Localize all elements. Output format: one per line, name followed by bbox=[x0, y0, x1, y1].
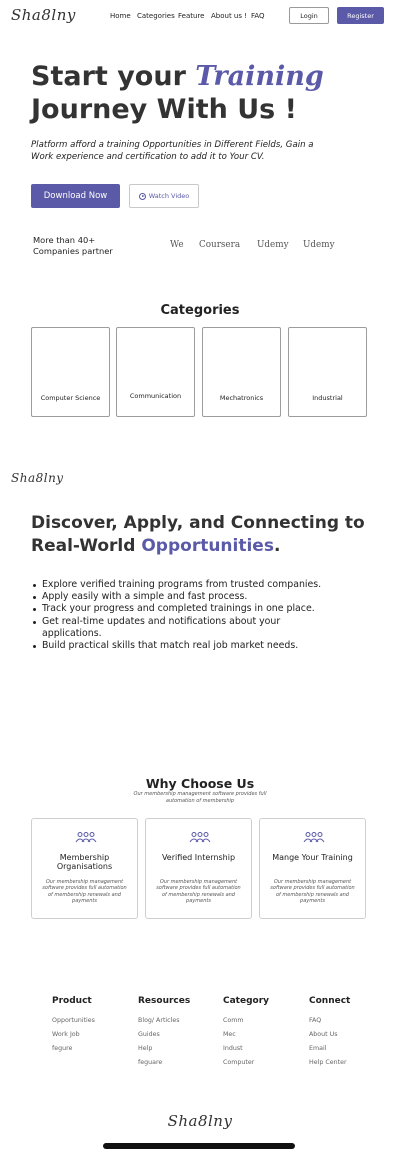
partner-logo: Udemy bbox=[257, 240, 289, 250]
hero-title bbox=[31, 60, 371, 126]
categories-title: Categories bbox=[160, 303, 240, 318]
brand-mark: Sha8lny bbox=[11, 471, 64, 485]
watch-video-label: Watch Video bbox=[148, 192, 190, 200]
logo[interactable]: Sha8lny bbox=[11, 6, 76, 24]
download-button[interactable]: Download Now bbox=[31, 184, 120, 208]
discover-title-end: . bbox=[273, 536, 281, 556]
why-title: Why Choose Us bbox=[145, 776, 255, 791]
footer-link[interactable]: Mec bbox=[223, 1031, 236, 1038]
discover-title-part1: Discover, Apply, and Connecting to Real-World bbox=[31, 513, 365, 556]
play-icon bbox=[139, 193, 146, 200]
partner-logo: Coursera bbox=[199, 240, 241, 250]
partners-label: More than 40+ Companies partner bbox=[33, 235, 113, 256]
category-card-industrial[interactable] bbox=[288, 327, 367, 417]
why-card-training[interactable] bbox=[259, 818, 366, 919]
footer-link[interactable]: Guides bbox=[138, 1031, 160, 1038]
why-card-title: Verified Internship bbox=[161, 853, 236, 862]
users-group-icon bbox=[75, 831, 97, 843]
nav-feature[interactable]: Feature bbox=[178, 12, 205, 20]
partner-logo: Udemy bbox=[303, 240, 335, 250]
footer-link[interactable]: FAQ bbox=[309, 1017, 322, 1024]
footer-col-title-category: Category bbox=[223, 996, 270, 1006]
register-button[interactable]: Register bbox=[337, 7, 384, 24]
partner-logo: We bbox=[170, 240, 184, 250]
list-item: Apply easily with a simple and fast process. bbox=[31, 591, 331, 603]
why-card-desc: Our membership management software provides full automation of membership renewals and payments bbox=[42, 879, 127, 905]
list-item: Get real-time updates and notifications about your applications. bbox=[31, 616, 331, 640]
footer-link[interactable]: Email bbox=[309, 1045, 327, 1052]
footer-link[interactable]: Blog/ Articles bbox=[138, 1017, 180, 1024]
why-subtitle: Our membership management software provides full automation of membership bbox=[133, 791, 267, 804]
hero-title-part1: Start your bbox=[31, 61, 196, 92]
why-card-title: Mange Your Training bbox=[272, 853, 353, 862]
why-card-internship[interactable] bbox=[145, 818, 252, 919]
nav-faq[interactable]: FAQ bbox=[251, 12, 265, 20]
watch-video-button[interactable] bbox=[129, 184, 199, 208]
list-item: Build practical skills that match real job market needs. bbox=[31, 640, 331, 652]
category-card-communication[interactable] bbox=[116, 327, 195, 417]
category-label: Computer Science bbox=[40, 394, 101, 402]
nav-categories[interactable]: Categories bbox=[137, 12, 175, 20]
nav-about[interactable]: About us ! bbox=[211, 12, 248, 20]
discover-title-accent: Opportunities bbox=[141, 536, 274, 556]
list-item: Track your progress and completed trainings in one place. bbox=[31, 603, 331, 615]
footer-col-title-connect: Connect bbox=[309, 996, 351, 1006]
hero-title-part2: Journey With Us ! bbox=[31, 94, 297, 125]
category-card-mechatronics[interactable] bbox=[202, 327, 281, 417]
footer-col-title-resources: Resources bbox=[138, 996, 191, 1006]
discover-title bbox=[31, 512, 391, 558]
features-list bbox=[31, 579, 331, 652]
footer-link[interactable]: Help bbox=[138, 1045, 153, 1052]
category-card-computer-science[interactable] bbox=[31, 327, 110, 417]
why-card-desc: Our membership management software provides full automation of membership renewals and payments bbox=[156, 879, 241, 905]
home-indicator[interactable] bbox=[103, 1143, 295, 1149]
users-group-icon bbox=[303, 831, 325, 843]
nav-home[interactable]: Home bbox=[110, 12, 131, 20]
category-label: Communication bbox=[129, 392, 182, 400]
footer-link[interactable]: Computer bbox=[223, 1059, 255, 1066]
footer-link[interactable]: Comm bbox=[223, 1017, 244, 1024]
users-group-icon bbox=[189, 831, 211, 843]
login-button[interactable]: Login bbox=[289, 7, 329, 24]
footer-logo[interactable]: Sha8lny bbox=[167, 1112, 233, 1130]
footer-link[interactable]: Help Center bbox=[309, 1059, 347, 1066]
footer-link[interactable]: feguare bbox=[138, 1059, 163, 1066]
hero-subtitle: Platform afford a training Opportunities in Different Fields, Gain a Work experience and certification to add it to Your CV. bbox=[31, 140, 314, 162]
category-label: Industrial bbox=[312, 394, 343, 402]
footer-col-title-product: Product bbox=[52, 996, 92, 1006]
footer-link[interactable]: Work Job bbox=[52, 1031, 80, 1038]
footer-link[interactable]: About Us bbox=[309, 1031, 338, 1038]
list-item: Explore verified training programs from trusted companies. bbox=[31, 579, 331, 591]
footer-link[interactable]: Opportunities bbox=[52, 1017, 95, 1024]
why-card-membership[interactable] bbox=[31, 818, 138, 919]
hero-title-accent: Training bbox=[195, 61, 324, 92]
why-card-title: Membership Organisations bbox=[56, 853, 113, 871]
footer-link[interactable]: fegure bbox=[52, 1045, 73, 1052]
footer-link[interactable]: Indust bbox=[223, 1045, 243, 1052]
category-label: Mechatronics bbox=[219, 394, 264, 402]
why-card-desc: Our membership management software provides full automation of membership renewals and payments bbox=[270, 879, 355, 905]
